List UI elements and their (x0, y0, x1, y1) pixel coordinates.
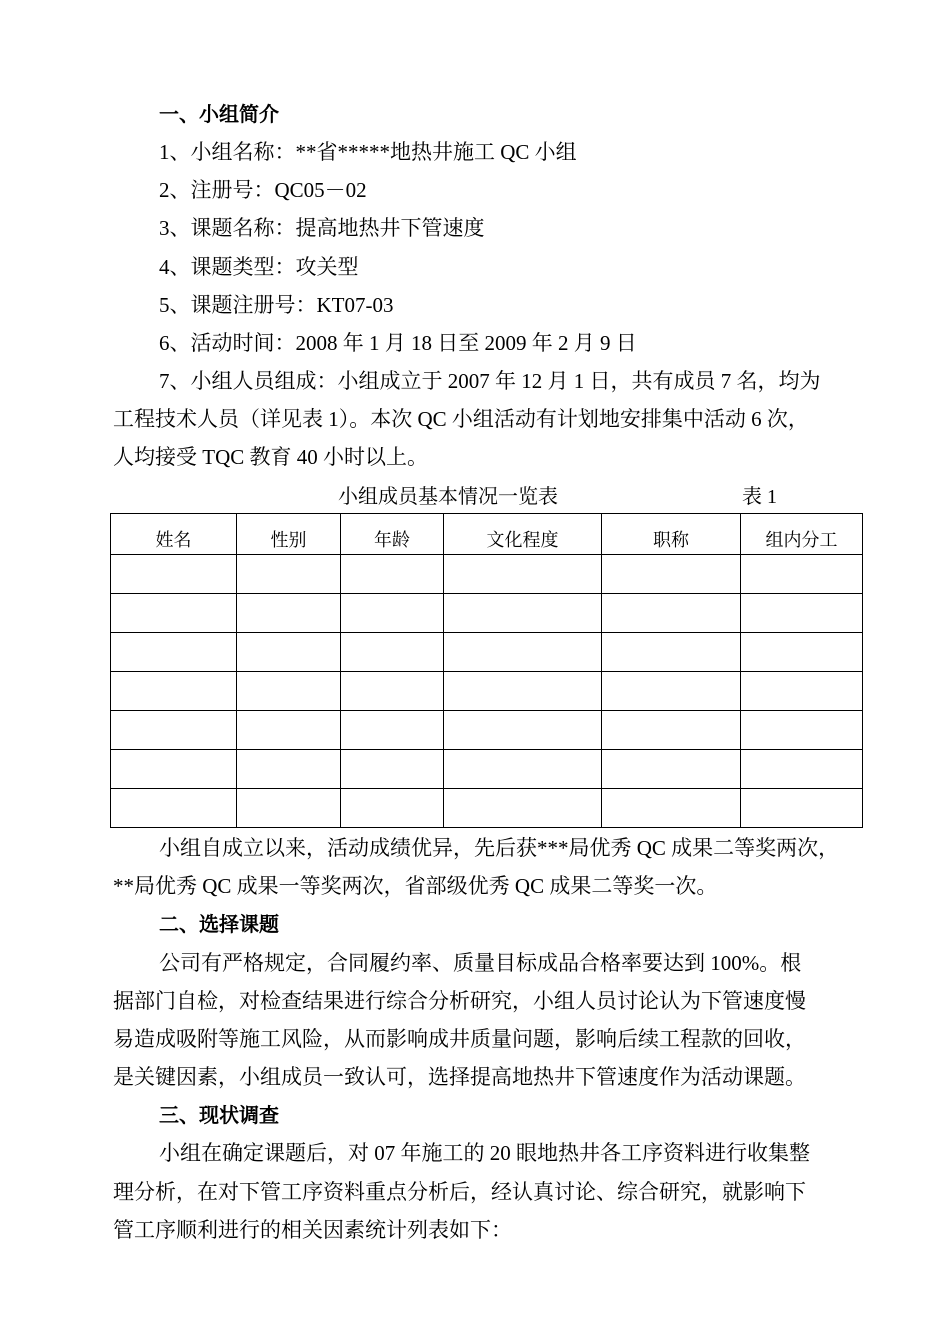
header-age: 年龄 (341, 514, 444, 555)
header-gender: 性别 (237, 514, 341, 555)
topic-registration-number: 5、课题注册号：KT07-03 (159, 293, 394, 317)
section2-heading: 二、选择课题 (159, 912, 279, 936)
header-education: 文化程度 (444, 514, 602, 555)
table-row (111, 750, 863, 789)
topic-type: 4、课题类型：攻关型 (159, 255, 359, 279)
members-paragraph-line: 人均接受 TQC 教育 40 小时以上。 (113, 445, 428, 469)
table-row (111, 633, 863, 672)
registration-number: 2、注册号：QC05－02 (159, 178, 367, 202)
header-title: 职称 (602, 514, 741, 555)
section3-line: 理分析，在对下管工序资料重点分析后，经认真讨论、综合研究，就影响下 (113, 1180, 806, 1204)
section2-line: 易造成吸附等施工风险，从而影响成井质量问题，影响后续工程款的回收， (113, 1027, 806, 1051)
members-paragraph-line: 工程技术人员（详见表 1）。本次 QC 小组活动有计划地安排集中活动 6 次， (113, 407, 809, 431)
table-body (111, 555, 863, 828)
table-header-row (111, 514, 863, 555)
header-role: 组内分工 (741, 514, 863, 555)
table-row (111, 672, 863, 711)
section3-line: 管工序顺利进行的相关因素统计列表如下： (113, 1218, 512, 1242)
table-label: 表 1 (742, 486, 777, 508)
header-name: 姓名 (111, 514, 237, 555)
activity-period: 6、活动时间：2008 年 1 月 18 日至 2009 年 2 月 9 日 (159, 331, 637, 355)
achievements-line: 小组自成立以来，活动成绩优异，先后获***局优秀 QC 成果二等奖两次， (159, 836, 840, 860)
section3-line: 小组在确定课题后，对 07 年施工的 20 眼地热井各工序资料进行收集整 (159, 1141, 810, 1165)
table-row (111, 594, 863, 633)
group-name: 1、小组名称：**省*****地热井施工 QC 小组 (159, 140, 577, 164)
topic-name: 3、课题名称：提高地热井下管速度 (159, 216, 485, 240)
table-row (111, 711, 863, 750)
table-row (111, 789, 863, 828)
section1-heading: 一、小组简介 (159, 102, 279, 126)
members-paragraph-line: 7、小组人员组成：小组成立于 2007 年 12 月 1 日，共有成员 7 名，均为 (159, 369, 821, 393)
table-caption: 小组成员基本情况一览表 (338, 486, 558, 508)
table-row (111, 555, 863, 594)
section2-line: 公司有严格规定，合同履约率、质量目标成品合格率要达到 100%。根 (159, 951, 802, 975)
members-table (110, 513, 863, 828)
section3-heading: 三、现状调查 (159, 1103, 279, 1127)
section2-line: 是关键因素，小组成员一致认可，选择提高地热井下管速度作为活动课题。 (113, 1065, 806, 1089)
achievements-line: **局优秀 QC 成果一等奖两次，省部级优秀 QC 成果二等奖一次。 (113, 874, 718, 898)
section2-line: 据部门自检，对检查结果进行综合分析研究，小组人员讨论认为下管速度慢 (113, 989, 806, 1013)
